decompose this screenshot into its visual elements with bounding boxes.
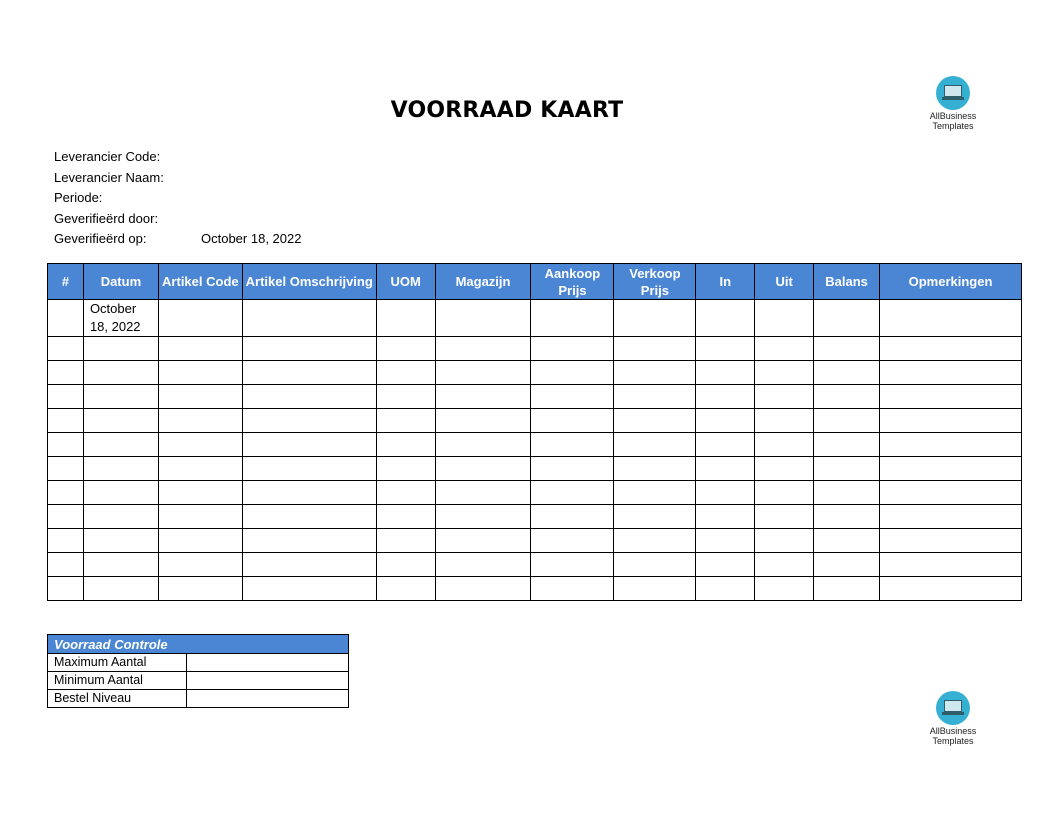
table-cell xyxy=(435,337,531,361)
table-cell xyxy=(158,300,242,337)
table-cell xyxy=(614,577,696,601)
table-cell xyxy=(531,300,614,337)
logo-text-line2: Templates xyxy=(932,121,974,131)
table-cell xyxy=(158,481,242,505)
table-cell xyxy=(242,505,376,529)
table-cell xyxy=(158,385,242,409)
stock-control-row xyxy=(48,690,349,708)
table-cell xyxy=(880,337,1022,361)
table-cell: October 18, 2022 xyxy=(83,300,158,337)
table-cell xyxy=(158,433,242,457)
table-row xyxy=(48,529,1022,553)
table-row xyxy=(48,337,1022,361)
table-cell xyxy=(48,337,84,361)
column-header: UOM xyxy=(376,264,435,300)
column-header: Aankoop Prijs xyxy=(531,264,614,300)
table-cell xyxy=(696,300,755,337)
table-cell xyxy=(158,409,242,433)
table-cell xyxy=(880,385,1022,409)
column-header: Balans xyxy=(814,264,880,300)
stock-control-row xyxy=(48,672,349,690)
table-cell xyxy=(83,361,158,385)
table-cell xyxy=(435,361,531,385)
table-cell xyxy=(242,337,376,361)
table-cell xyxy=(376,505,435,529)
table-cell xyxy=(755,361,814,385)
table-cell xyxy=(880,505,1022,529)
table-cell xyxy=(696,361,755,385)
table-row xyxy=(48,505,1022,529)
table-cell xyxy=(614,337,696,361)
table-cell xyxy=(435,457,531,481)
table-cell xyxy=(376,529,435,553)
table-cell xyxy=(83,529,158,553)
table-cell xyxy=(755,481,814,505)
table-cell xyxy=(158,337,242,361)
table-cell xyxy=(531,457,614,481)
table-cell xyxy=(83,337,158,361)
table-cell xyxy=(376,577,435,601)
table-cell xyxy=(755,409,814,433)
column-header: In xyxy=(696,264,755,300)
table-cell xyxy=(614,505,696,529)
table-cell xyxy=(158,529,242,553)
table-cell xyxy=(531,361,614,385)
table-cell xyxy=(376,481,435,505)
table-row xyxy=(48,300,1022,337)
table-cell xyxy=(48,433,84,457)
table-cell xyxy=(435,409,531,433)
info-label: Leverancier Naam: xyxy=(54,169,164,185)
table-cell xyxy=(158,505,242,529)
table-cell xyxy=(614,481,696,505)
table-cell xyxy=(435,433,531,457)
table-cell xyxy=(814,457,880,481)
table-row xyxy=(48,577,1022,601)
stock-control-row xyxy=(48,654,349,672)
table-cell xyxy=(614,300,696,337)
info-row-period xyxy=(54,188,164,209)
page-title: VOORRAAD KAART xyxy=(390,98,624,123)
table-cell xyxy=(435,553,531,577)
table-cell xyxy=(48,505,84,529)
table-cell xyxy=(48,361,84,385)
table-cell xyxy=(242,457,376,481)
table-cell xyxy=(48,300,84,337)
table-cell xyxy=(531,553,614,577)
table-cell xyxy=(880,577,1022,601)
table-cell xyxy=(83,385,158,409)
info-row-verified-on xyxy=(54,229,302,250)
table-cell xyxy=(696,577,755,601)
table-cell xyxy=(814,529,880,553)
table-cell xyxy=(814,481,880,505)
info-value: October 18, 2022 xyxy=(201,231,302,247)
table-row xyxy=(48,385,1022,409)
table-cell xyxy=(435,577,531,601)
info-label: Geverifieërd door: xyxy=(54,210,159,226)
table-cell xyxy=(83,457,158,481)
table-cell xyxy=(435,481,531,505)
table-cell xyxy=(814,361,880,385)
table-cell xyxy=(880,300,1022,337)
info-label: Periode: xyxy=(54,190,103,206)
table-row xyxy=(48,409,1022,433)
column-header: Uit xyxy=(755,264,814,300)
table-cell xyxy=(158,457,242,481)
table-cell xyxy=(696,553,755,577)
table-cell xyxy=(242,481,376,505)
table-cell xyxy=(755,457,814,481)
table-cell xyxy=(376,337,435,361)
table-cell xyxy=(242,553,376,577)
table-cell xyxy=(242,385,376,409)
table-cell xyxy=(814,300,880,337)
table-cell xyxy=(83,433,158,457)
stock-control-table xyxy=(47,634,349,708)
table-cell xyxy=(158,553,242,577)
laptop-icon xyxy=(936,691,970,725)
table-cell xyxy=(158,577,242,601)
table-cell xyxy=(614,385,696,409)
table-cell xyxy=(242,433,376,457)
info-row-verified-by xyxy=(54,209,164,230)
stock-control-title: Voorraad Controle xyxy=(48,635,349,654)
stock-control-label: Bestel Niveau xyxy=(48,690,187,708)
column-header: # xyxy=(48,264,84,300)
laptop-icon xyxy=(936,76,970,110)
stock-control-value xyxy=(186,690,348,708)
table-cell xyxy=(880,553,1022,577)
table-cell xyxy=(435,385,531,409)
table-cell xyxy=(814,433,880,457)
table-cell xyxy=(755,505,814,529)
table-cell xyxy=(242,361,376,385)
table-cell xyxy=(880,361,1022,385)
table-cell xyxy=(376,409,435,433)
column-header: Artikel Code xyxy=(158,264,242,300)
table-cell xyxy=(614,409,696,433)
table-row xyxy=(48,457,1022,481)
table-cell xyxy=(814,553,880,577)
table-cell xyxy=(614,361,696,385)
table-cell xyxy=(242,300,376,337)
allbusiness-logo xyxy=(918,76,988,131)
stock-control-value xyxy=(186,654,348,672)
table-cell xyxy=(755,385,814,409)
table-cell xyxy=(435,505,531,529)
table-body xyxy=(48,300,1022,601)
table-cell xyxy=(696,337,755,361)
table-cell xyxy=(48,553,84,577)
table-row xyxy=(48,553,1022,577)
table-cell xyxy=(814,505,880,529)
table-cell xyxy=(48,481,84,505)
table-cell xyxy=(755,577,814,601)
table-cell xyxy=(531,577,614,601)
column-header: Datum xyxy=(83,264,158,300)
stock-control-value xyxy=(186,672,348,690)
table-cell xyxy=(696,409,755,433)
table-cell xyxy=(696,457,755,481)
column-header: Magazijn xyxy=(435,264,531,300)
logo-text-line2: Templates xyxy=(932,736,974,746)
table-cell xyxy=(376,457,435,481)
table-cell xyxy=(376,300,435,337)
table-cell xyxy=(242,529,376,553)
info-row-supplier-name xyxy=(54,168,164,189)
table-cell xyxy=(614,529,696,553)
table-cell xyxy=(880,529,1022,553)
table-cell xyxy=(531,337,614,361)
table-cell xyxy=(814,577,880,601)
logo-text-line1: AllBusiness xyxy=(929,726,977,736)
table-cell xyxy=(696,481,755,505)
table-cell xyxy=(755,300,814,337)
table-cell xyxy=(435,300,531,337)
table-cell xyxy=(48,577,84,601)
table-cell xyxy=(242,577,376,601)
table-cell xyxy=(48,385,84,409)
table-cell xyxy=(158,361,242,385)
table-cell xyxy=(880,481,1022,505)
table-cell xyxy=(376,433,435,457)
table-cell xyxy=(83,577,158,601)
table-cell xyxy=(880,409,1022,433)
table-cell xyxy=(696,385,755,409)
table-cell xyxy=(755,433,814,457)
table-cell xyxy=(755,529,814,553)
table-cell xyxy=(83,553,158,577)
allbusiness-logo xyxy=(918,691,988,746)
table-cell xyxy=(614,433,696,457)
table-cell xyxy=(696,529,755,553)
table-cell xyxy=(531,481,614,505)
table-row xyxy=(48,481,1022,505)
table-cell xyxy=(531,505,614,529)
table-cell xyxy=(614,553,696,577)
stock-control-label: Minimum Aantal xyxy=(48,672,187,690)
table-cell xyxy=(696,505,755,529)
supplier-info xyxy=(54,147,302,250)
table-cell xyxy=(880,457,1022,481)
column-header: Verkoop Prijs xyxy=(614,264,696,300)
table-cell xyxy=(880,433,1022,457)
info-label: Geverifieërd op: xyxy=(54,231,147,247)
table-cell xyxy=(48,457,84,481)
table-cell xyxy=(614,457,696,481)
table-cell xyxy=(814,409,880,433)
table-cell xyxy=(242,409,376,433)
table-cell xyxy=(814,337,880,361)
info-row-supplier-code xyxy=(54,147,164,168)
table-cell xyxy=(696,433,755,457)
table-cell xyxy=(83,481,158,505)
table-cell xyxy=(48,529,84,553)
table-cell xyxy=(531,409,614,433)
table-cell xyxy=(755,553,814,577)
table-cell xyxy=(531,433,614,457)
table-cell xyxy=(376,385,435,409)
table-cell xyxy=(83,409,158,433)
table-cell xyxy=(376,553,435,577)
table-row xyxy=(48,361,1022,385)
table-cell xyxy=(531,385,614,409)
table-row xyxy=(48,433,1022,457)
table-cell xyxy=(814,385,880,409)
table-header-row xyxy=(48,264,1022,300)
info-label: Leverancier Code: xyxy=(54,149,161,164)
stock-control-label: Maximum Aantal xyxy=(48,654,187,672)
table-cell xyxy=(531,529,614,553)
table-cell xyxy=(755,337,814,361)
table-cell xyxy=(48,409,84,433)
logo-text-line1: AllBusiness xyxy=(929,111,977,121)
stock-card-table xyxy=(47,263,1022,601)
column-header: Opmerkingen xyxy=(880,264,1022,300)
table-cell xyxy=(376,361,435,385)
table-cell xyxy=(83,505,158,529)
column-header: Artikel Omschrijving xyxy=(242,264,376,300)
table-cell xyxy=(435,529,531,553)
